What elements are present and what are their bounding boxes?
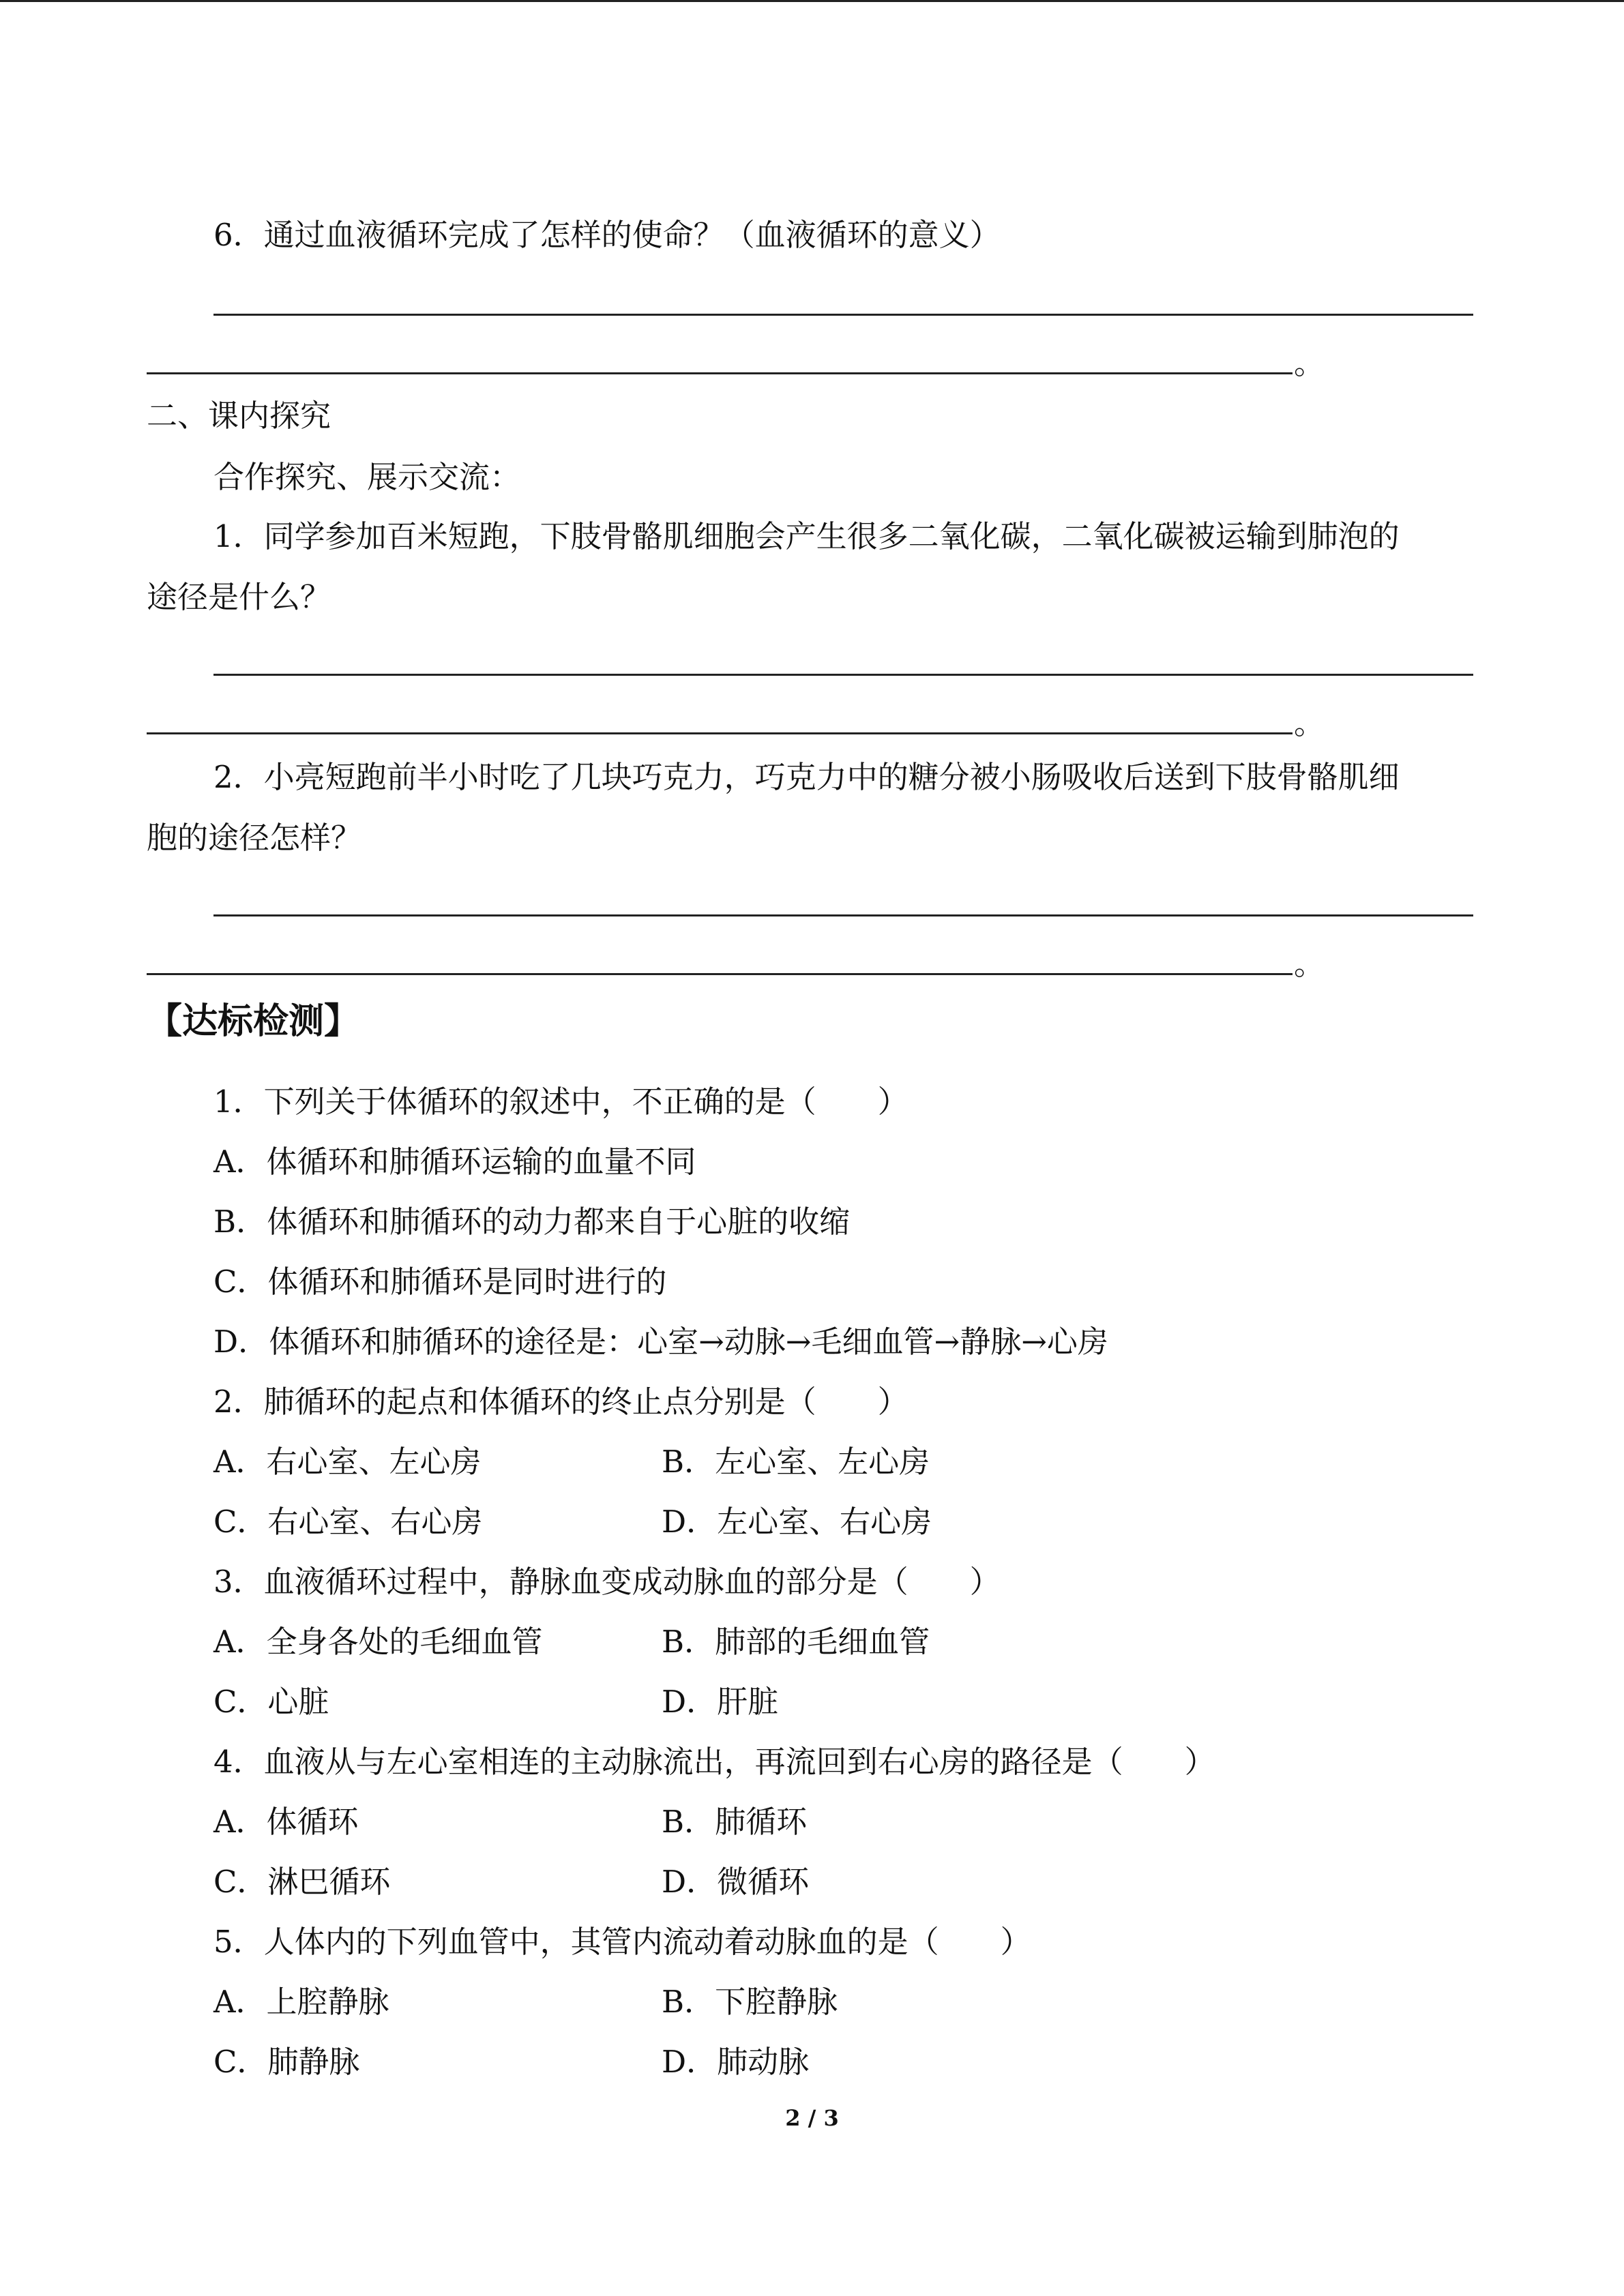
mcq-1-option-c: C．体循环和肺循环是同时进行的 (213, 1264, 667, 1300)
mcq-2-option-d: D．左心室、右心房 (662, 1504, 932, 1540)
section-title: 二、课内探究 (147, 398, 331, 434)
mcq-4-stem: 4．血液从与左心室相连的主动脉流出，再流回到右心房的路径是（ ） (213, 1744, 1215, 1780)
mcq-5-option-a: A．上腔静脉 (213, 1984, 389, 2020)
answer-line (213, 914, 1473, 916)
mcq-4-option-d: D．微循环 (662, 1864, 810, 1900)
answer-line (213, 674, 1473, 676)
mcq-3-stem: 3．血液循环过程中，静脉血变成动脉血的部分是（ ） (213, 1564, 1001, 1600)
mcq-1-option-a: A．体循环和肺循环运输的血量不同 (213, 1144, 696, 1180)
mcq-2-option-a: A．右心室、左心房 (213, 1444, 482, 1480)
mcq-4-option-c: C．淋巴循环 (213, 1864, 391, 1900)
period-mark: 。 (1294, 946, 1325, 982)
answer-line (147, 732, 1293, 734)
mcq-4-option-b: B．肺循环 (662, 1804, 808, 1840)
mcq-3-option-d: D．肝脏 (662, 1684, 779, 1720)
page-number: 2 / 3 (785, 2105, 839, 2131)
mcq-3-option-b: B．肺部的毛细血管 (662, 1624, 930, 1660)
period-mark: 。 (1294, 345, 1325, 381)
answer-line (213, 314, 1473, 316)
answer-line (147, 973, 1293, 975)
mcq-3-option-c: C．心脏 (213, 1684, 329, 1720)
mcq-1-option-d: D．体循环和肺循环的途径是：心室→动脉→毛细血管→静脉→心房 (213, 1324, 1108, 1360)
inquiry-question-1-line-1: 1．同学参加百米短跑，下肢骨骼肌细胞会产生很多二氧化碳，二氧化碳被运输到肺泡的 (213, 518, 1400, 554)
period-mark: 。 (1294, 705, 1325, 741)
mcq-5-stem: 5．人体内的下列血管中，其管内流动着动脉血的是（ ） (213, 1924, 1031, 1960)
assessment-heading: 【达标检测】 (147, 1000, 360, 1042)
section-subtitle: 合作探究、展示交流： (213, 459, 521, 495)
question-6-text: 6．通过血液循环完成了怎样的使命？（血液循环的意义） (213, 217, 1001, 253)
mcq-2-option-b: B．左心室、左心房 (662, 1444, 930, 1480)
mcq-1-stem: 1．下列关于体循环的叙述中，不正确的是（ ） (213, 1084, 909, 1120)
page-top-border (0, 0, 1624, 2)
mcq-1-option-b: B．体循环和肺循环的动力都来自于心脏的收缩 (213, 1204, 851, 1240)
mcq-5-option-b: B．下腔静脉 (662, 1984, 838, 2020)
mcq-5-option-d: D．肺动脉 (662, 2044, 810, 2080)
inquiry-question-2-line-1: 2．小亮短跑前半小时吃了几块巧克力，巧克力中的糖分被小肠吸收后送到下肢骨骼肌细 (213, 759, 1400, 795)
inquiry-question-2-line-2: 胞的途径怎样？ (147, 820, 362, 856)
mcq-5-option-c: C．肺静脉 (213, 2044, 360, 2080)
inquiry-question-1-line-2: 途径是什么？ (147, 579, 331, 615)
mcq-2-stem: 2．肺循环的起点和体循环的终止点分别是（ ） (213, 1384, 909, 1420)
answer-line (147, 372, 1293, 374)
mcq-2-option-c: C．右心室、右心房 (213, 1504, 483, 1540)
mcq-4-option-a: A．体循环 (213, 1804, 359, 1840)
mcq-3-option-a: A．全身各处的毛细血管 (213, 1624, 543, 1660)
